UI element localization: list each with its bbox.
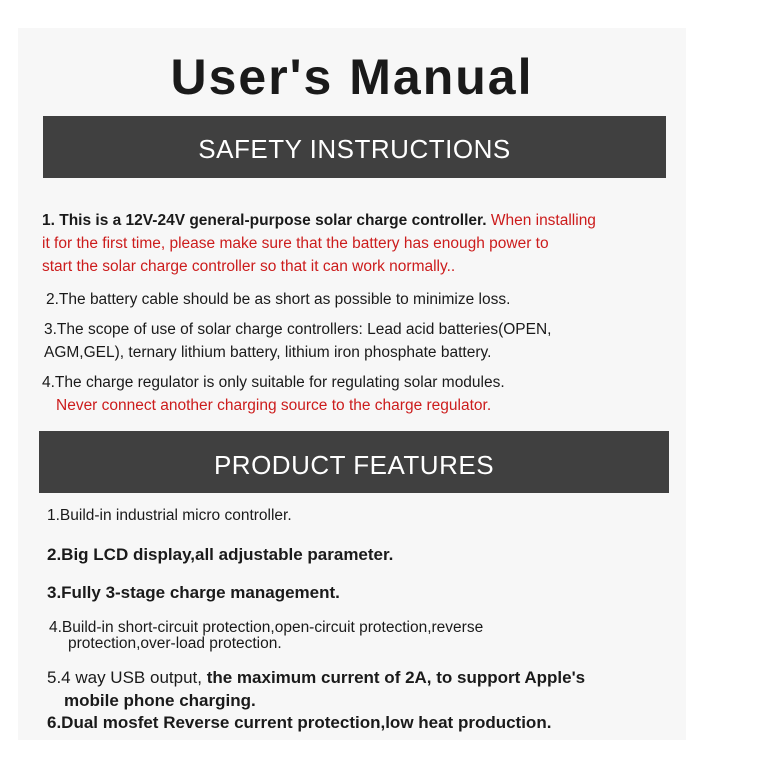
- feature-item-1: 1.Build-in industrial micro controller.: [47, 507, 292, 524]
- feature-item-6: 6.Dual mosfet Reverse current protection,low heat production.: [47, 713, 552, 732]
- safety-item-1-line-3: start the solar charge controller so that it can work normally..: [42, 258, 456, 275]
- safety-item-3-line-2: AGM,GEL), ternary lithium battery, lithium iron phosphate battery.: [44, 344, 492, 361]
- safety-item-1-line-2: it for the first time, please make sure that the battery has enough power to: [42, 235, 549, 252]
- safety-item-4-line-1: 4.The charge regulator is only suitable for regulating solar modules.: [42, 374, 505, 391]
- feature-item-5-detail: the maximum current of 2A, to support Apple's: [201, 668, 586, 687]
- feature-item-4-line-1: 4.Build-in short-circuit protection,open-circuit protection,reverse: [49, 619, 484, 636]
- safety-item-1-warning-start: When installing: [486, 212, 596, 229]
- product-features-heading: PRODUCT FEATURES: [39, 431, 669, 493]
- feature-item-5-line-2: mobile phone charging.: [64, 691, 256, 710]
- safety-item-1: [42, 209, 596, 278]
- safety-item-1-lead: 1. This is a 12V-24V general-purpose solar charge controller.: [42, 212, 487, 229]
- safety-item-4-warning: Never connect another charging source to the charge regulator.: [56, 397, 492, 414]
- safety-item-1-line-1: [42, 209, 596, 232]
- safety-item-2: 2.The battery cable should be as short as possible to minimize loss.: [46, 291, 511, 308]
- safety-instructions-heading: SAFETY INSTRUCTIONS: [43, 116, 666, 178]
- safety-item-3: [44, 318, 551, 364]
- page-title: User's Manual: [170, 49, 534, 105]
- safety-item-3-line-1: 3.The scope of use of solar charge controllers: Lead acid batteries(OPEN,: [44, 321, 552, 338]
- feature-item-3: 3.Fully 3-stage charge management.: [47, 583, 340, 602]
- feature-item-4: [49, 620, 483, 652]
- feature-item-2: 2.Big LCD display,all adjustable parameter.: [47, 545, 394, 564]
- feature-item-5-lead: 5.4 way USB output,: [47, 668, 202, 687]
- feature-item-5: [47, 666, 585, 712]
- feature-item-5-line-1: [47, 666, 585, 689]
- feature-item-4-line-2: protection,over-load protection.: [68, 635, 282, 652]
- safety-item-4: [42, 371, 505, 417]
